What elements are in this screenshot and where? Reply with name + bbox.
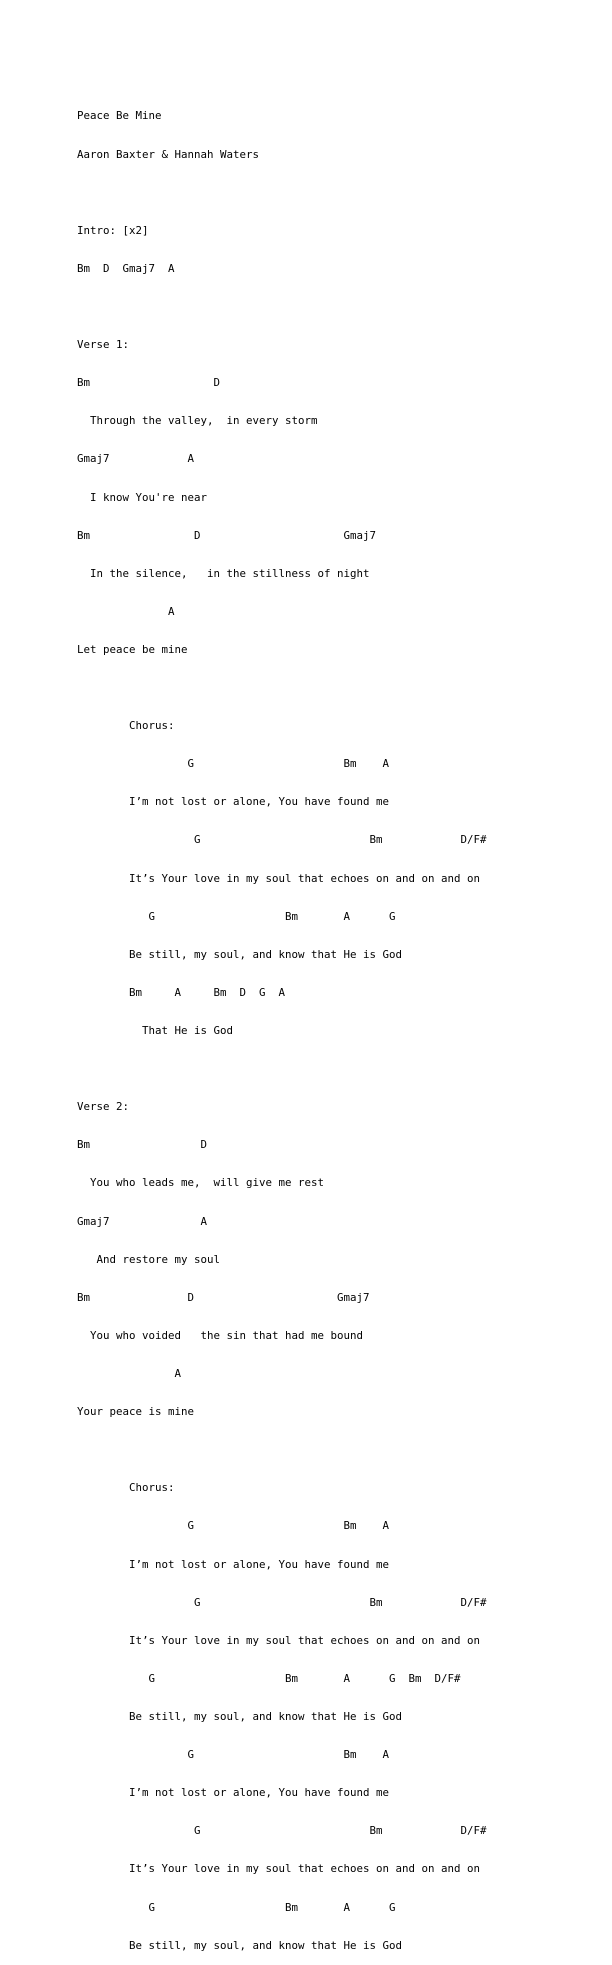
chord-line: A	[77, 1367, 182, 1381]
chord-line: A	[77, 604, 175, 618]
lyric-line: You who voided the sin that had me bound	[77, 1328, 364, 1342]
chord-line: Bm D Gmaj7	[77, 1290, 370, 1304]
chord-sheet	[77, 85, 487, 1965]
lyric-line: It’s Your love in my soul that echoes on and on and on	[77, 1862, 481, 1876]
chord-line: Bm A Bm D G A	[77, 985, 286, 999]
chord-line: G Bm D/F#	[77, 1824, 487, 1838]
chord-line: G Bm D/F#	[77, 1595, 487, 1609]
chord-line: G Bm A G Bm D/F#	[77, 1671, 461, 1685]
lyric-line: I’m not lost or alone, You have found me	[77, 795, 390, 809]
intro-label: Intro: [x2]	[77, 223, 149, 237]
blank-line	[77, 1063, 487, 1076]
lyric-line: Be still, my soul, and know that He is God	[77, 947, 403, 961]
lyric-line: I’m not lost or alone, You have found me	[77, 1786, 390, 1800]
chord-line: G Bm A	[77, 1748, 390, 1762]
lyric-line: And restore my soul	[77, 1252, 221, 1266]
lyric-line: Your peace is mine	[77, 1405, 195, 1419]
chord-line: G Bm A	[77, 1519, 390, 1533]
intro-chords: Bm D Gmaj7 A	[77, 261, 175, 275]
lyric-line: I’m not lost or alone, You have found me	[77, 1557, 390, 1571]
chord-line: Gmaj7 A	[77, 1214, 208, 1228]
chord-line: Gmaj7 A	[77, 452, 195, 466]
lyric-line: That He is God	[77, 1024, 234, 1038]
blank-line	[77, 187, 487, 200]
chord-line: Bm D	[77, 1138, 208, 1152]
chord-line: Bm D	[77, 376, 221, 390]
chord-line: G Bm A G	[77, 909, 396, 923]
lyric-line: Through the valley, in every storm	[77, 414, 318, 428]
chord-line: G Bm D/F#	[77, 833, 487, 847]
verse-1-label: Verse 1:	[77, 338, 130, 352]
lyric-line: Let peace be mine	[77, 642, 188, 656]
song-title: Peace Be Mine	[77, 109, 162, 123]
chord-line: Bm D Gmaj7	[77, 528, 377, 542]
lyric-line: Be still, my soul, and know that He is God	[77, 1938, 403, 1952]
chorus-label: Chorus:	[77, 1481, 175, 1495]
chord-line: G Bm A	[77, 757, 390, 771]
lyric-line: You who leads me, will give me rest	[77, 1176, 325, 1190]
chord-line: G Bm A G	[77, 1900, 396, 1914]
lyric-line: It’s Your love in my soul that echoes on and on and on	[77, 1633, 481, 1647]
lyric-line: I know You're near	[77, 490, 208, 504]
lyric-line: Be still, my soul, and know that He is God	[77, 1710, 403, 1723]
lyric-line: In the silence, in the stillness of night	[77, 566, 370, 580]
blank-line	[77, 301, 487, 314]
chorus-label: Chorus:	[77, 719, 175, 733]
verse-2-label: Verse 2:	[77, 1100, 130, 1114]
lyric-line: It’s Your love in my soul that echoes on and on and on	[77, 871, 481, 885]
blank-line	[77, 682, 487, 695]
blank-line	[77, 1444, 487, 1457]
song-authors: Aaron Baxter & Hannah Waters	[77, 147, 260, 161]
